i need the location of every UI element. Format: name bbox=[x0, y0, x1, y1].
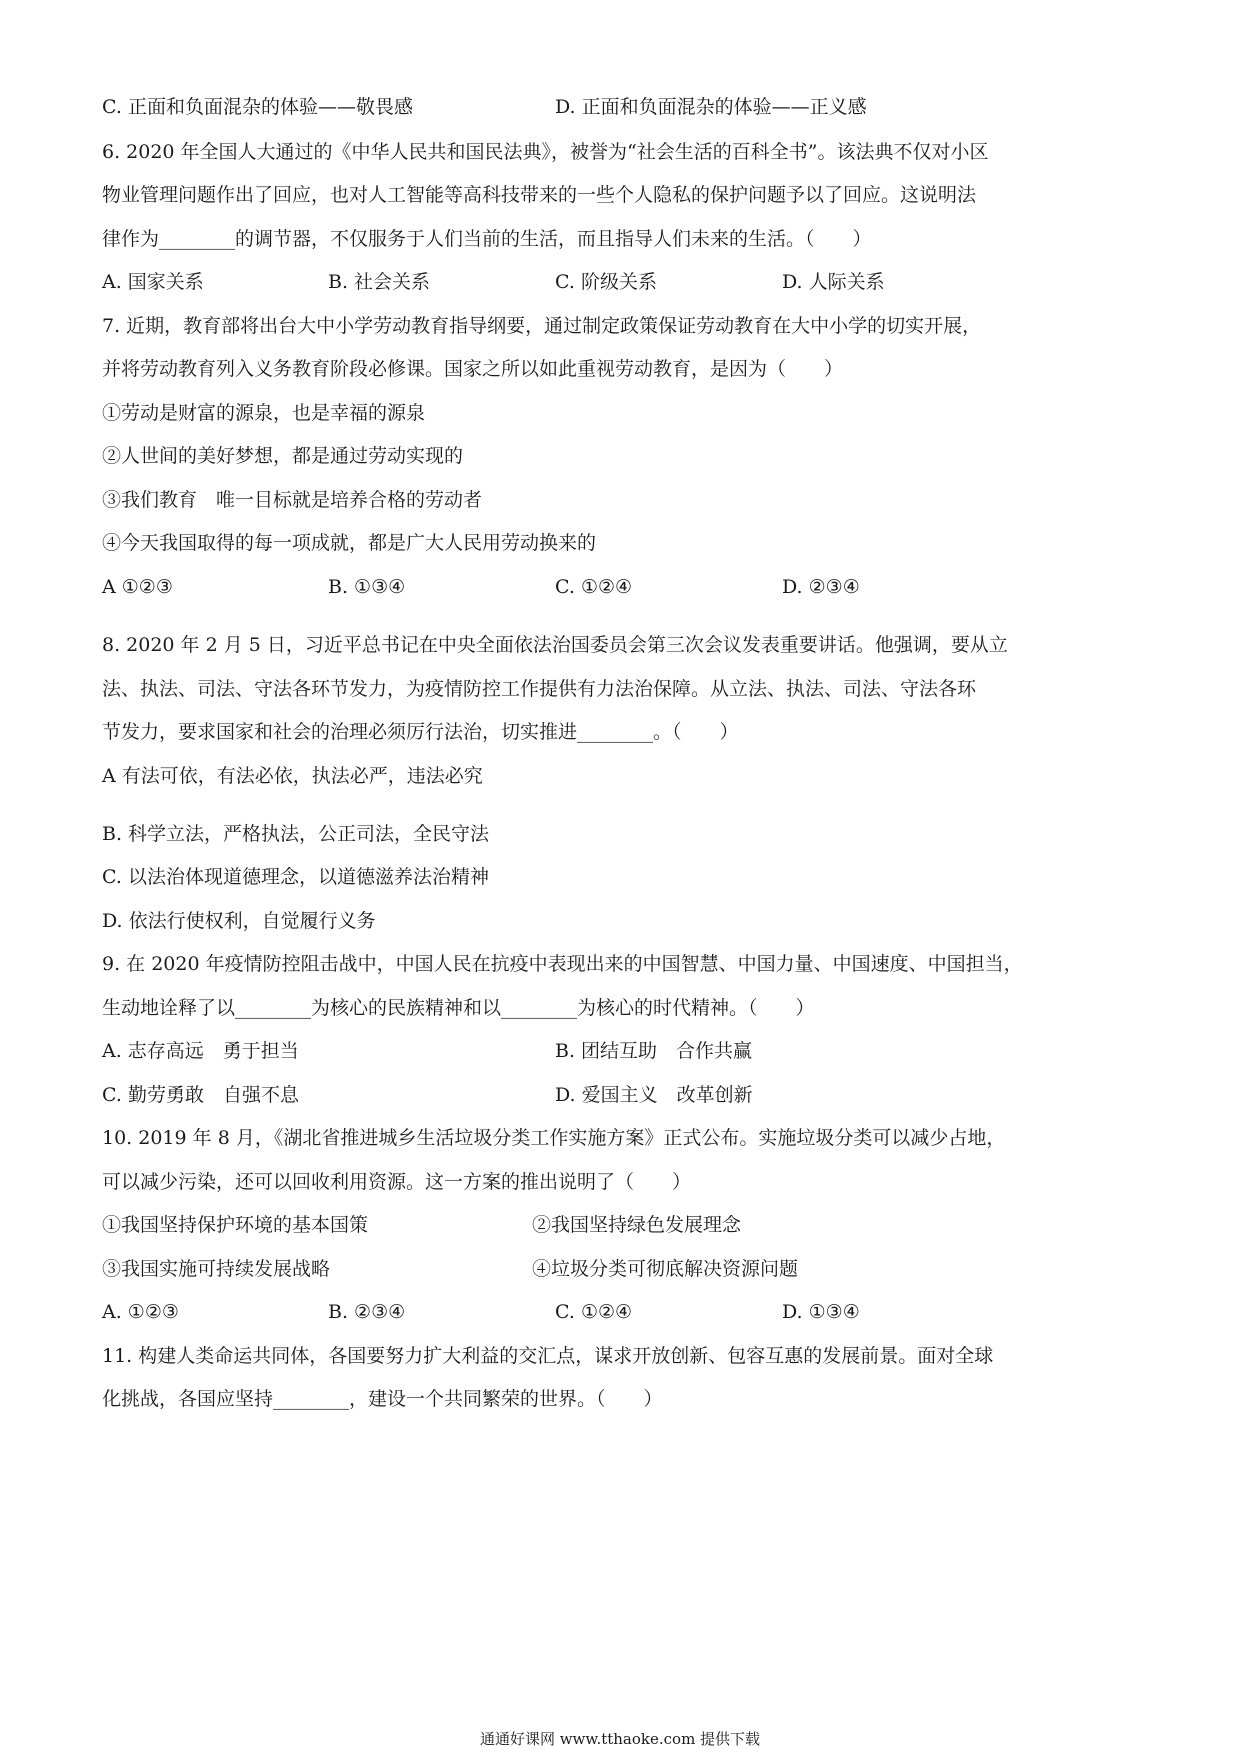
question-11-text: 化挑战，各国应坚持________，建设一个共同繁荣的世界。（ ） bbox=[102, 1388, 663, 1410]
q7-option-d: D. ②③④ bbox=[782, 576, 860, 598]
q10-option-b: B. ②③④ bbox=[328, 1301, 406, 1323]
q7-statement: ③我们教育 唯一目标就是培养合格的劳动者 bbox=[102, 489, 483, 511]
q8-option-b: B. 科学立法，严格执法，公正司法，全民守法 bbox=[102, 823, 490, 845]
q9-option-b: B. 团结互助 合作共赢 bbox=[555, 1040, 753, 1062]
question-6-text: 物业管理问题作出了回应，也对人工智能等高科技带来的一些个人隐私的保护问题予以了回应。这说明法 bbox=[102, 184, 977, 206]
q10-statement: ①我国坚持保护环境的基本国策 bbox=[102, 1214, 369, 1236]
question-9-text: 生动地诠释了以________为核心的民族精神和以________为核心的时代精神。（ ） bbox=[102, 997, 815, 1019]
page-footer: 通通好课网 www.tthaoke.com 提供下载 bbox=[479, 1730, 761, 1748]
q6-option-b: B. 社会关系 bbox=[328, 271, 431, 293]
question-11-text: 11. 构建人类命运共同体，各国要努力扩大利益的交汇点，谋求开放创新、包容互惠的发展前景。面对全球 bbox=[102, 1345, 994, 1367]
question-8-text: 法、执法、司法、守法各环节发力，为疫情防控工作提供有力法治保障。从立法、执法、司法、守法各环 bbox=[102, 678, 977, 700]
question-6-text: 律作为________的调节器，不仅服务于人们当前的生活，而且指导人们未来的生活。（ ） bbox=[102, 228, 872, 250]
q7-option-a: A ①②③ bbox=[102, 576, 173, 598]
q6-option-a: A. 国家关系 bbox=[102, 271, 204, 293]
q7-statement: ①劳动是财富的源泉，也是幸福的源泉 bbox=[102, 402, 426, 424]
q9-option-d: D. 爱国主义 改革创新 bbox=[555, 1084, 753, 1106]
q10-statement: ④垃圾分类可彻底解决资源问题 bbox=[532, 1258, 799, 1280]
q7-statement: ④今天我国取得的每一项成就，都是广大人民用劳动换来的 bbox=[102, 532, 597, 554]
q8-option-c: C. 以法治体现道德理念，以道德滋养法治精神 bbox=[102, 866, 489, 888]
question-7-text: 并将劳动教育列入义务教育阶段必修课。国家之所以如此重视劳动教育，是因为（ ） bbox=[102, 358, 844, 380]
q10-statement: ②我国坚持绿色发展理念 bbox=[532, 1214, 742, 1236]
q7-option-b: B. ①③④ bbox=[328, 576, 406, 598]
q9-option-a: A. 志存高远 勇于担当 bbox=[102, 1040, 299, 1062]
question-8-text: 8. 2020 年 2 月 5 日，习近平总书记在中央全面依法治国委员会第三次会议发表重要讲话。他强调，要从立 bbox=[102, 634, 1008, 656]
question-10-text: 10. 2019 年 8 月，《湖北省推进城乡生活垃圾分类工作实施方案》正式公布。实施垃圾分类可以减少占地， bbox=[102, 1127, 1006, 1149]
option-c: C. 正面和负面混杂的体验——敬畏感 bbox=[102, 96, 413, 118]
question-9-text: 9. 在 2020 年疫情防控阻击战中，中国人民在抗疫中表现出来的中国智慧、中国力量、中国速度、中国担当， bbox=[102, 953, 1023, 975]
q7-statement: ②人世间的美好梦想，都是通过劳动实现的 bbox=[102, 445, 464, 467]
q10-option-a: A. ①②③ bbox=[102, 1301, 179, 1323]
question-10-text: 可以减少污染，还可以回收利用资源。这一方案的推出说明了（ ） bbox=[102, 1171, 692, 1193]
q10-option-c: C. ①②④ bbox=[555, 1301, 633, 1323]
option-d: D. 正面和负面混杂的体验——正义感 bbox=[555, 96, 867, 118]
q8-option-a: A 有法可依，有法必依，执法必严，违法必究 bbox=[102, 765, 483, 787]
q6-option-c: C. 阶级关系 bbox=[555, 271, 657, 293]
question-8-text: 节发力，要求国家和社会的治理必须厉行法治，切实推进________。（ ） bbox=[102, 721, 739, 743]
q9-option-c: C. 勤劳勇敢 自强不息 bbox=[102, 1084, 299, 1106]
q7-option-c: C. ①②④ bbox=[555, 576, 633, 598]
q10-option-d: D. ①③④ bbox=[782, 1301, 860, 1323]
q8-option-d: D. 依法行使权利，自觉履行义务 bbox=[102, 910, 376, 932]
question-7-text: 7. 近期，教育部将出台大中小学劳动教育指导纲要，通过制定政策保证劳动教育在大中小学的切实开展， bbox=[102, 315, 982, 337]
question-6-text: 6. 2020 年全国人大通过的《中华人民共和国民法典》，被誉为“社会生活的百科全书”。该法典不仅对小区 bbox=[102, 141, 989, 163]
q10-statement: ③我国实施可持续发展战略 bbox=[102, 1258, 331, 1280]
q6-option-d: D. 人际关系 bbox=[782, 271, 885, 293]
